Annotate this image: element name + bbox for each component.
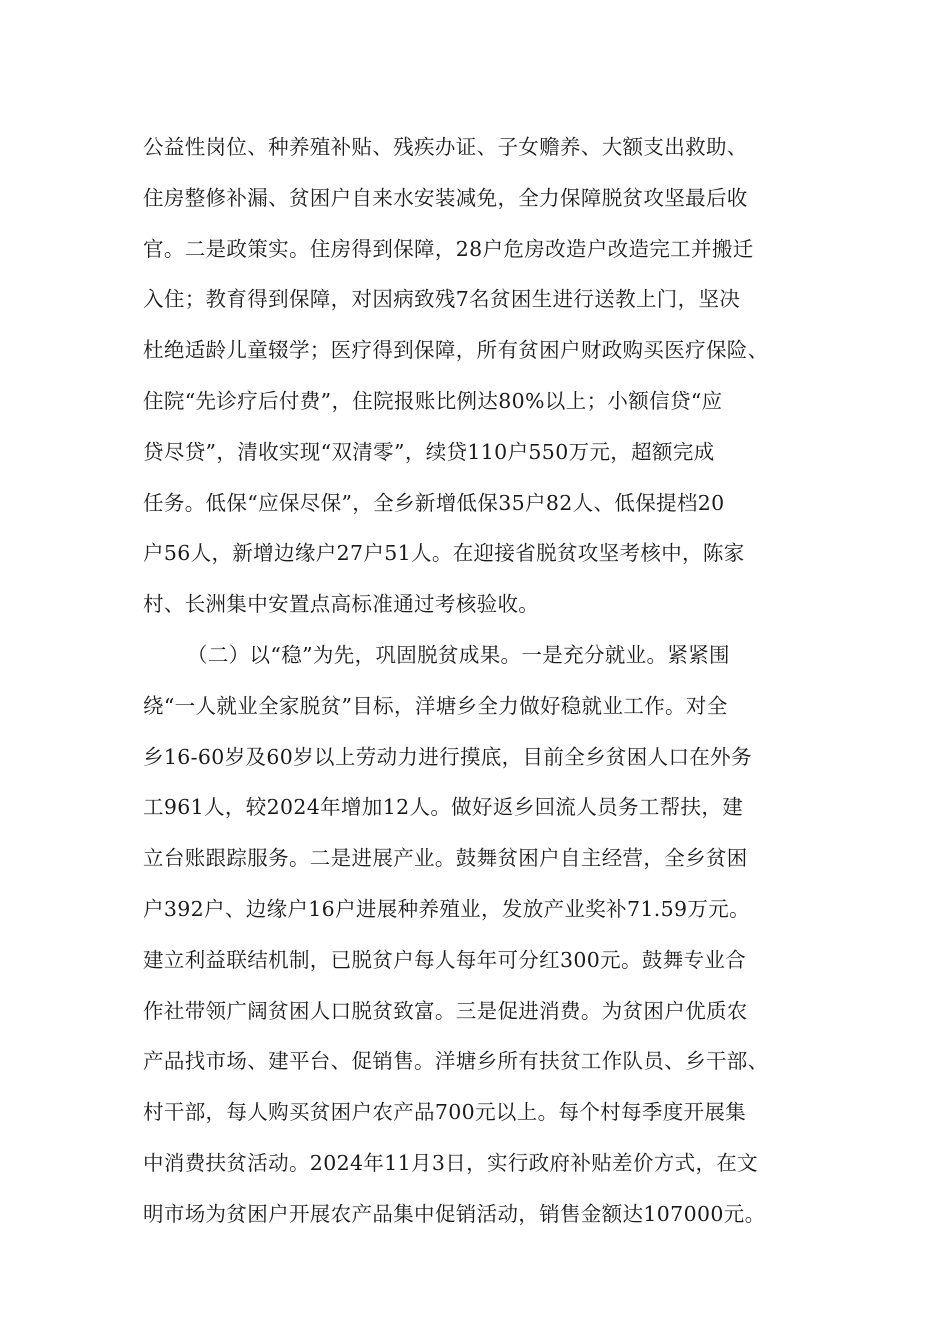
body-text [143, 122, 811, 1240]
text-line: 官。二是政策实。住房得到保障，28户危房改造户改造完工并搬迁 [143, 236, 754, 261]
text-line: 中消费扶贫活动。2024年11月3日，实行政府补贴差价方式，在文 [143, 1150, 758, 1175]
text-line: 村、长洲集中安置点高标准通过考核验收。 [143, 592, 540, 617]
text-line: 任务。低保“应保尽保”，全乡新增低保35户82人、低保提档20 [143, 490, 725, 515]
section-heading-line: （二）以“稳”为先，巩固脱贫成果。一是充分就业。紧紧围 [187, 642, 730, 667]
text-line: 建立利益联结机制，已脱贫户每人每年可分红300元。鼓舞专业合 [143, 947, 747, 972]
text-line: 明市场为贫困户开展农产品集中促销活动，销售金额达107000元。 [143, 1201, 766, 1226]
text-line: 户56人，新增边缘户27户51人。在迎接省脱贫攻坚考核中，陈家 [143, 541, 745, 566]
text-line: 产品找市场、建平台、促销售。洋塘乡所有扶贫工作队员、乡干部、 [143, 1049, 769, 1074]
text-line: 公益性岗位、种养殖补贴、残疾办证、子女赡养、大额支出救助、 [143, 135, 748, 159]
text-line: 乡16-60岁及60岁以上劳动力进行摸底，目前全乡贫困人口在外务 [143, 744, 752, 769]
text-line: 户392户、边缘户16户进展种养殖业，发放产业奖补71.59万元。 [143, 896, 750, 921]
text-line: 杜绝适龄儿童辍学；医疗得到保障，所有贫困户财政购买医疗保险、 [143, 338, 769, 363]
text-line: 作社带领广阔贫困人口脱贫致富。三是促进消费。为贫困户优质农 [143, 998, 748, 1023]
text-line: 入住；教育得到保障，对因病致残7名贫困生进行送教上门，坚决 [143, 287, 741, 312]
text-line: 住房整修补漏、贫困户自来水安装减免，全力保障脱贫攻坚最后收 [143, 185, 748, 210]
text-line: 绕“一人就业全家脱贫”目标，洋塘乡全力做好稳就业工作。对全 [143, 693, 728, 718]
text-line: 贷尽贷”，清收实现“双清零”，续贷110户550万元，超额完成 [143, 439, 715, 464]
text-line: 村干部，每人购买贫困户农产品700元以上。每个村每季度开展集 [143, 1100, 747, 1125]
text-line: 住院“先诊疗后付费”，住院报账比例达80%以上；小额信贷“应 [143, 388, 723, 413]
text-line: 立台账跟踪服务。二是进展产业。鼓舞贫困户自主经营，全乡贫困 [143, 846, 748, 871]
text-line: 工961人，较2024年增加12人。做好返乡回流人员务工帮扶，建 [143, 795, 744, 820]
